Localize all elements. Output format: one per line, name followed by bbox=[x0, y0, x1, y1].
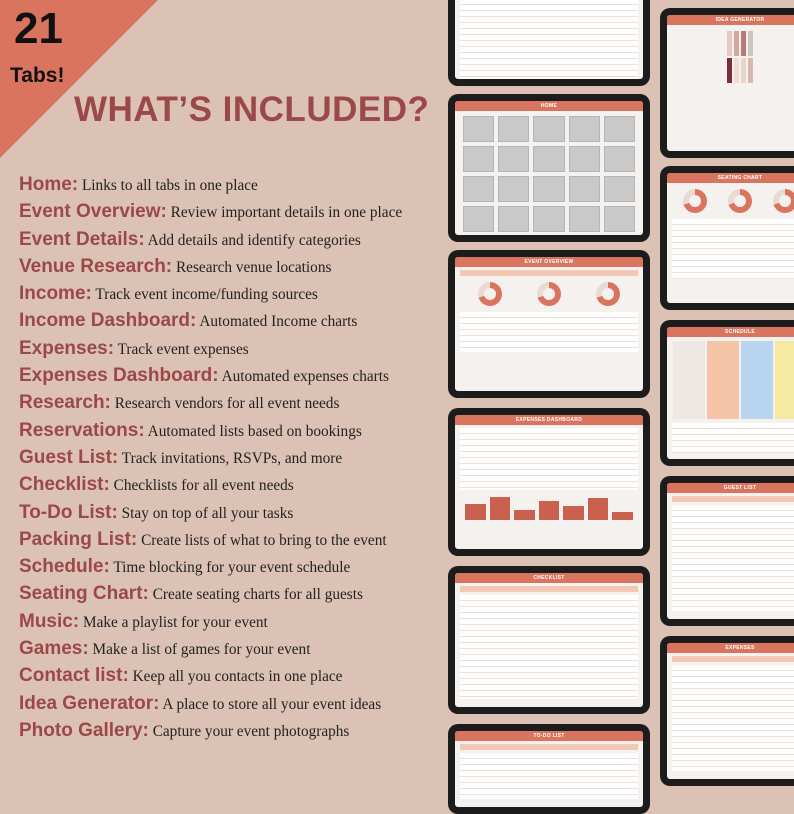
feature-desc: Automated expenses charts bbox=[221, 368, 389, 386]
headline: WHAT’S INCLUDED? bbox=[74, 90, 430, 129]
tablet-expenses-dashboard bbox=[448, 408, 650, 556]
feature-desc: Make a playlist for your event bbox=[83, 613, 268, 631]
screen-title: EXPENSES bbox=[725, 645, 755, 651]
tablet-schedule bbox=[660, 320, 794, 466]
tablet-checklist bbox=[448, 566, 650, 714]
tab-count-label: Tabs! bbox=[10, 64, 65, 87]
feature-item bbox=[19, 636, 449, 663]
feature-list bbox=[19, 172, 449, 745]
feature-name: Research: bbox=[19, 392, 111, 414]
feature-name: Music: bbox=[19, 610, 80, 632]
screen-title: HOME bbox=[540, 103, 558, 109]
feature-desc: Create seating charts for all guests bbox=[152, 586, 363, 604]
tablet-home bbox=[448, 94, 650, 242]
screen-title: TO-DO LIST bbox=[533, 733, 565, 739]
screen-title: SCHEDULE bbox=[725, 329, 755, 335]
feature-item bbox=[19, 418, 449, 445]
feature-name: Guest List: bbox=[19, 446, 119, 468]
feature-item bbox=[19, 199, 449, 226]
feature-item bbox=[19, 445, 449, 472]
feature-name: Venue Research: bbox=[19, 255, 173, 277]
feature-name: Seating Chart: bbox=[19, 583, 149, 605]
feature-name: Home: bbox=[19, 174, 79, 195]
feature-item bbox=[19, 527, 449, 554]
screen-title: CHECKLIST bbox=[533, 575, 565, 581]
feature-name: Income Dashboard: bbox=[19, 310, 197, 332]
feature-item bbox=[19, 254, 449, 281]
feature-desc: Automated lists based on bookings bbox=[147, 422, 362, 440]
tablet-packing-list bbox=[448, 0, 650, 86]
feature-item bbox=[19, 172, 449, 199]
tab-count: 21 bbox=[14, 4, 63, 53]
feature-name: To-Do List: bbox=[19, 501, 118, 523]
feature-desc: Links to all tabs in one place bbox=[81, 177, 258, 194]
feature-item bbox=[19, 390, 449, 417]
feature-item bbox=[19, 663, 449, 690]
tablet-expenses bbox=[660, 636, 794, 786]
feature-name: Schedule: bbox=[19, 556, 110, 578]
feature-desc: Stay on top of all your tasks bbox=[121, 504, 294, 522]
feature-name: Games: bbox=[19, 638, 89, 660]
tablet-guest-list bbox=[660, 476, 794, 626]
feature-name: Expenses: bbox=[19, 337, 115, 359]
feature-item bbox=[19, 281, 449, 308]
feature-name: Photo Gallery: bbox=[19, 719, 149, 741]
feature-item bbox=[19, 363, 449, 390]
feature-desc: Research vendors for all event needs bbox=[114, 395, 340, 413]
feature-name: Idea Generator: bbox=[19, 692, 160, 714]
feature-item bbox=[19, 691, 449, 718]
feature-item bbox=[19, 554, 449, 581]
feature-desc: Keep all you contacts in one place bbox=[132, 668, 343, 686]
feature-name: Event Overview: bbox=[19, 201, 167, 223]
feature-desc: Make a list of games for your event bbox=[92, 641, 311, 659]
feature-desc: Track invitations, RSVPs, and more bbox=[121, 449, 343, 467]
feature-desc: Automated Income charts bbox=[199, 313, 358, 331]
feature-desc: Capture your event photographs bbox=[152, 722, 350, 740]
feature-name: Event Details: bbox=[19, 228, 145, 250]
feature-name: Contact list: bbox=[19, 665, 129, 687]
feature-item bbox=[19, 308, 449, 335]
feature-desc: Add details and identify categories bbox=[147, 231, 361, 249]
feature-desc: Track event income/funding sources bbox=[95, 286, 318, 304]
screen-title: EXPENSES DASHBOARD bbox=[515, 417, 583, 423]
tablet-to-do-list bbox=[448, 724, 650, 814]
feature-item bbox=[19, 581, 449, 608]
feature-desc: Research venue locations bbox=[175, 258, 332, 276]
feature-name: Reservations: bbox=[19, 419, 145, 441]
feature-item bbox=[19, 718, 449, 745]
feature-desc: Track event expenses bbox=[117, 340, 249, 358]
tablet-seating-chart bbox=[660, 166, 794, 310]
screen-title: GUEST LIST bbox=[723, 485, 757, 491]
feature-name: Packing List: bbox=[19, 528, 138, 550]
feature-desc: Review important details in one place bbox=[170, 204, 403, 222]
feature-item bbox=[19, 609, 449, 636]
screen-title: IDEA GENERATOR bbox=[715, 17, 765, 23]
feature-item bbox=[19, 336, 449, 363]
feature-item bbox=[19, 472, 449, 499]
feature-desc: Create lists of what to bring to the event bbox=[141, 531, 387, 549]
tablet-event-overview bbox=[448, 250, 650, 398]
feature-desc: Time blocking for your event schedule bbox=[113, 559, 351, 577]
tablet-idea-generator bbox=[660, 8, 794, 158]
feature-name: Income: bbox=[19, 283, 92, 305]
feature-name: Checklist: bbox=[19, 474, 110, 496]
feature-desc: Checklists for all event needs bbox=[113, 477, 294, 495]
feature-item bbox=[19, 227, 449, 254]
screen-title: SEATING CHART bbox=[717, 175, 763, 181]
feature-item bbox=[19, 500, 449, 527]
feature-desc: A place to store all your event ideas bbox=[162, 695, 382, 713]
screen-title: EVENT OVERVIEW bbox=[524, 259, 574, 265]
feature-name: Expenses Dashboard: bbox=[19, 365, 219, 387]
